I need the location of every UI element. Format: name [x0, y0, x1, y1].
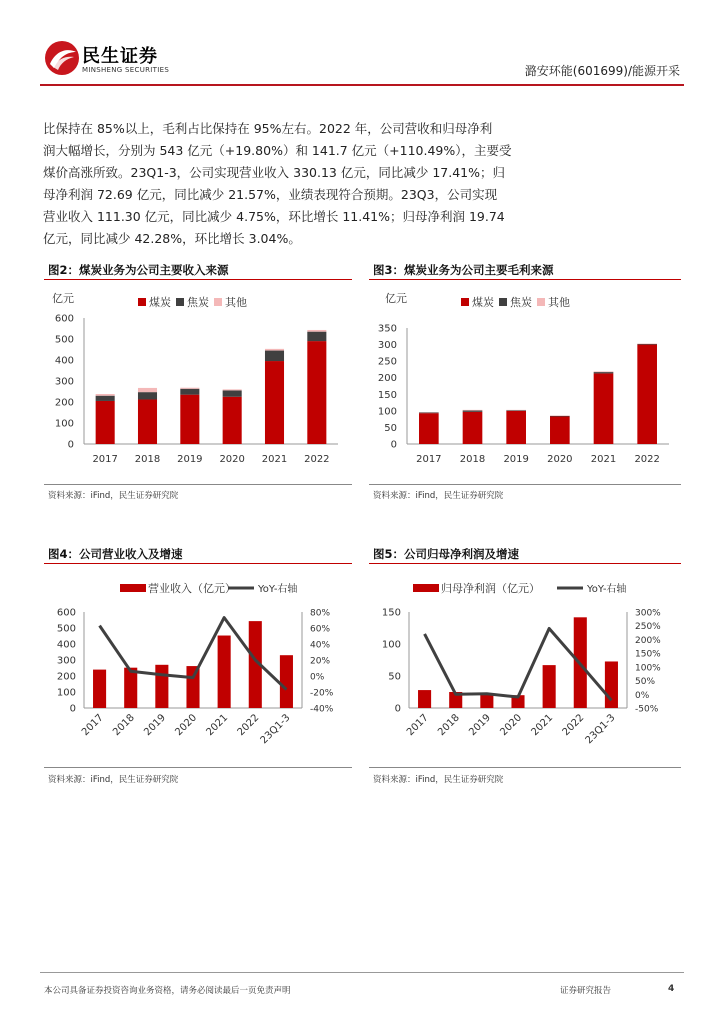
x-tick-label: 2017	[404, 712, 431, 739]
bar-segment	[265, 361, 284, 444]
y2-tick-label: 40%	[310, 640, 331, 651]
bar-segment	[96, 394, 115, 396]
figure-3-top-rule	[369, 279, 681, 280]
y2-tick-label: 50%	[635, 677, 656, 688]
x-tick-label: 2018	[436, 712, 462, 739]
bar	[218, 636, 231, 708]
bar-segment	[419, 413, 439, 444]
bar-segment	[180, 395, 199, 444]
y-tick-label: 600	[56, 607, 76, 619]
brand-logo	[44, 40, 184, 80]
bar-segment	[637, 345, 657, 444]
y2-tick-label: 300%	[635, 608, 661, 619]
y-tick-label: 50	[388, 671, 401, 683]
y-tick-label: 200	[56, 671, 76, 683]
y2-tick-label: 100%	[635, 663, 661, 674]
figure-3-bottom-rule	[369, 484, 681, 485]
x-tick-label: 2021	[529, 712, 556, 739]
brand-name-en: MINSHENG SECURITIES	[82, 66, 170, 74]
y2-tick-label: 0%	[310, 672, 325, 683]
bar-segment	[223, 390, 242, 396]
bar	[155, 665, 168, 708]
bar	[280, 655, 293, 708]
footer-label: 证券研究报告	[560, 986, 612, 996]
figure-4-chart	[44, 566, 352, 766]
bar-segment	[180, 388, 199, 389]
y-tick-label: 50	[384, 422, 397, 434]
legend-label: YoY-右轴	[258, 584, 298, 595]
chart-svg	[369, 282, 681, 482]
bar	[418, 690, 431, 708]
bar-segment	[550, 416, 570, 444]
bar-segment	[307, 341, 326, 444]
x-tick-label: 2019	[467, 712, 493, 739]
y2-tick-label: 250%	[635, 622, 661, 633]
y-tick-label: 300	[54, 376, 74, 388]
x-tick-label: 2019	[503, 454, 529, 465]
bar	[605, 661, 618, 708]
y2-tick-label: -50%	[635, 704, 659, 715]
figure-3-chart	[369, 282, 681, 482]
figure-3-title: 图3：煤炭业务为公司主要毛利来源	[373, 263, 554, 277]
figure-4-top-rule	[44, 563, 352, 564]
legend-swatch	[413, 584, 439, 592]
y-tick-label: 400	[54, 355, 74, 367]
bar	[124, 668, 137, 708]
figure-5-bottom-rule	[369, 767, 681, 768]
legend-swatch	[138, 298, 146, 306]
legend-swatch	[120, 584, 146, 592]
x-tick-label: 2022	[235, 712, 262, 739]
bar-segment	[265, 351, 284, 362]
figure-2-chart	[44, 282, 352, 482]
legend-label: 归母净利润（亿元）	[441, 582, 540, 595]
text-line: 比保持在 85%以上，毛利占比保持在 95%左右。2022 年，公司营收和归母净利	[43, 121, 493, 136]
y-tick-label: 600	[54, 313, 74, 325]
y2-tick-label: -40%	[310, 704, 334, 715]
figure-5-chart	[369, 566, 681, 766]
y-tick-label: 150	[377, 389, 397, 401]
bar	[186, 666, 199, 708]
y2-tick-label: 60%	[310, 624, 331, 635]
bar-segment	[594, 372, 614, 373]
text-line: 煤价高涨所致。23Q1-3，公司实现营业收入 330.13 亿元，同比减少 17.41%；归	[43, 165, 505, 180]
figure-2-bottom-rule	[44, 484, 352, 485]
y2-tick-label: 150%	[635, 649, 661, 660]
y2-tick-label: -20%	[310, 688, 334, 699]
bar-segment	[463, 410, 483, 411]
bar-segment	[506, 410, 526, 411]
chart-svg	[369, 566, 681, 766]
y2-tick-label: 0%	[635, 690, 650, 701]
y-tick-label: 400	[56, 639, 76, 651]
x-tick-label: 2020	[498, 712, 525, 739]
bar-segment	[637, 344, 657, 345]
y-axis-unit-label: 亿元	[385, 292, 407, 305]
bar-segment	[96, 401, 115, 444]
x-tick-label: 2018	[459, 454, 486, 465]
page-number: 4	[668, 984, 675, 994]
figure-5-title: 图5：公司归母净利润及增速	[373, 547, 520, 561]
bar	[93, 670, 106, 708]
legend-label: 煤炭	[472, 296, 494, 309]
x-tick-label: 2021	[590, 454, 617, 465]
y-tick-label: 0	[394, 703, 401, 715]
x-tick-label: 2018	[111, 712, 137, 739]
figure-2-source: 资料来源：iFind，民生证券研究院	[48, 491, 179, 501]
legend-label: 焦炭	[510, 296, 532, 309]
figure-4-source: 资料来源：iFind，民生证券研究院	[48, 775, 179, 785]
y-tick-label: 0	[390, 439, 397, 451]
y-tick-label: 100	[377, 406, 397, 418]
bar-segment	[138, 388, 157, 392]
x-tick-label: 2022	[560, 712, 587, 739]
figure-5-source: 资料来源：iFind，民生证券研究院	[373, 775, 504, 785]
text-line: 亿元，同比减少 42.28%，环比增长 3.04%。	[43, 231, 301, 246]
legend-swatch	[214, 298, 222, 306]
report-title: 潞安环能(601699)/能源开采	[524, 64, 680, 78]
y-tick-label: 100	[54, 418, 74, 430]
legend-label: 其他	[548, 296, 570, 309]
bar-segment	[223, 397, 242, 444]
bar-segment	[223, 389, 242, 390]
x-tick-label: 23Q1-3	[258, 712, 293, 747]
footer-divider	[40, 972, 684, 973]
x-tick-label: 2022	[304, 454, 330, 465]
figure-4-title: 图4：公司营业收入及增速	[48, 547, 183, 561]
x-tick-label: 2021	[204, 712, 231, 739]
bar	[543, 665, 556, 708]
x-tick-label: 2017	[416, 454, 442, 465]
figure-5-top-rule	[369, 563, 681, 564]
x-tick-label: 2020	[219, 454, 245, 465]
figure-2-title: 图2：煤炭业务为公司主要收入来源	[48, 263, 229, 277]
bar-segment	[550, 416, 570, 417]
figure-2-top-rule	[44, 279, 352, 280]
y-tick-label: 200	[54, 397, 74, 409]
x-tick-label: 2021	[261, 454, 288, 465]
y-tick-label: 250	[377, 356, 397, 368]
x-tick-label: 2017	[92, 454, 118, 465]
text-line: 润大幅增长，分别为 543 亿元（+19.80%）和 141.7 亿元（+110.49%），主要受	[43, 143, 512, 158]
y-tick-label: 500	[54, 334, 74, 346]
brand-name-cn: 民生证券	[82, 46, 158, 67]
y2-tick-label: 80%	[310, 608, 331, 619]
bar-segment	[463, 411, 483, 412]
body-paragraph	[43, 118, 683, 250]
legend-swatch	[176, 298, 184, 306]
bar-segment	[96, 396, 115, 401]
bar-segment	[594, 373, 614, 444]
legend-label: 营业收入（亿元）	[148, 582, 236, 595]
legend-label: 焦炭	[187, 296, 209, 309]
x-tick-label: 2020	[547, 454, 573, 465]
bar-segment	[463, 412, 483, 444]
bar-segment	[180, 389, 199, 395]
x-tick-label: 2020	[173, 712, 200, 739]
text-line: 营业收入 111.30 亿元，同比减少 4.75%，环比增长 11.41%；归母净利润 19.74	[43, 209, 505, 224]
bar-segment	[594, 371, 614, 372]
y-tick-label: 500	[56, 623, 76, 635]
legend-swatch	[499, 298, 507, 306]
bar-segment	[419, 413, 439, 414]
y-tick-label: 350	[377, 323, 397, 335]
bar-segment	[138, 399, 157, 444]
x-tick-label: 2019	[177, 454, 203, 465]
bar-segment	[265, 349, 284, 351]
minsheng-logo-icon	[44, 40, 80, 76]
y-axis-unit-label: 亿元	[52, 292, 74, 305]
legend-label: 其他	[225, 296, 247, 309]
figure-4-bottom-rule	[44, 767, 352, 768]
figure-3-source: 资料来源：iFind，民生证券研究院	[373, 491, 504, 501]
footer-disclaimer: 本公司具备证券投资咨询业务资格，请务必阅读最后一页免责声明	[44, 986, 291, 996]
bar-segment	[506, 411, 526, 444]
bar-segment	[138, 392, 157, 399]
y-tick-label: 150	[381, 607, 401, 619]
chart-svg	[44, 566, 352, 766]
x-tick-label: 2017	[79, 712, 106, 739]
x-tick-label: 2022	[634, 454, 660, 465]
y-tick-label: 0	[69, 703, 76, 715]
y-tick-label: 100	[56, 687, 76, 699]
legend-label: 煤炭	[149, 296, 171, 309]
header-divider	[40, 84, 684, 86]
y-tick-label: 300	[377, 340, 397, 352]
text-line: 母净利润 72.69 亿元，同比减少 21.57%，业绩表现符合预期。23Q3，公司实现	[43, 187, 498, 202]
legend-swatch	[537, 298, 545, 306]
legend-label: YoY-右轴	[587, 584, 627, 595]
y-tick-label: 200	[377, 373, 397, 385]
bar-segment	[307, 332, 326, 341]
y-tick-label: 100	[381, 639, 401, 651]
chart-svg	[44, 282, 352, 482]
y-tick-label: 300	[56, 655, 76, 667]
x-tick-label: 2019	[142, 712, 168, 739]
x-tick-label: 2018	[134, 454, 161, 465]
x-tick-label: 23Q1-3	[583, 712, 618, 747]
y2-tick-label: 20%	[310, 656, 331, 667]
bar-segment	[307, 330, 326, 332]
y2-tick-label: 200%	[635, 635, 661, 646]
legend-swatch	[461, 298, 469, 306]
y-tick-label: 0	[67, 439, 74, 451]
